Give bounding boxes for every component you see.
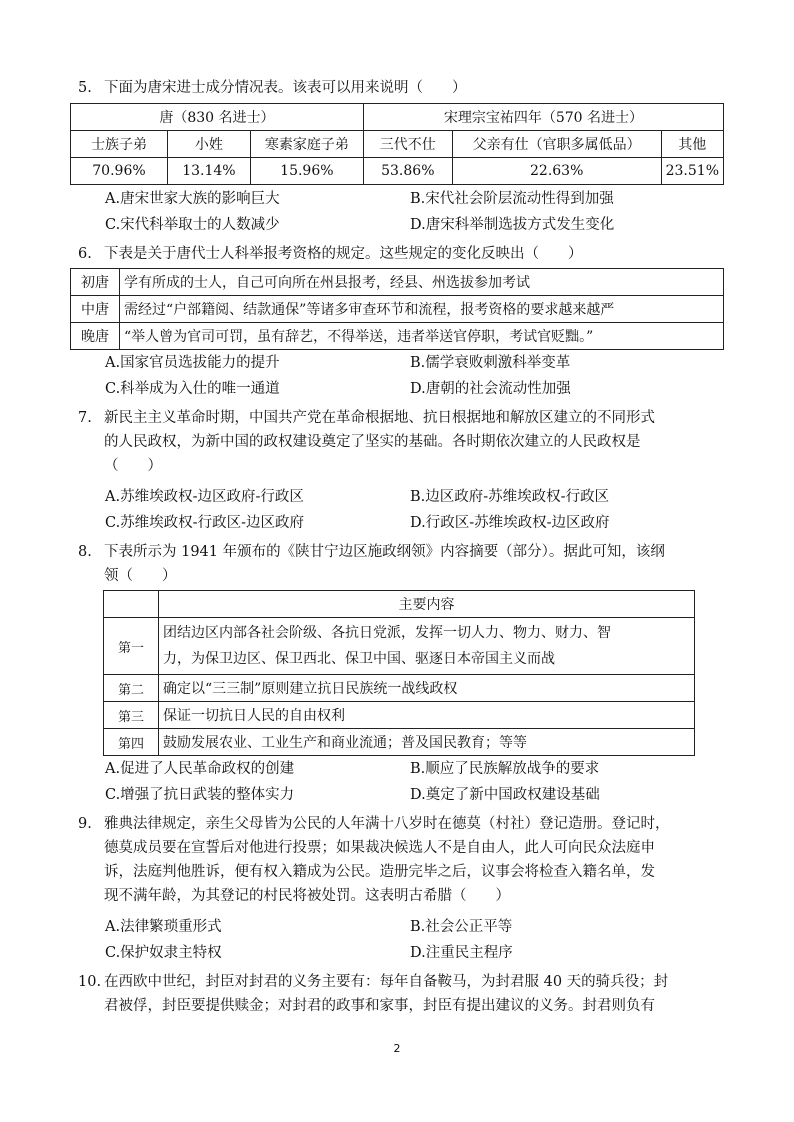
question-number: 5. xyxy=(78,80,92,96)
q5-table xyxy=(70,103,724,185)
table-group-header: 唐（830 名进士） xyxy=(71,104,364,131)
table-row-label: 第四 xyxy=(104,729,159,756)
q8-table xyxy=(103,590,695,756)
question-6 xyxy=(78,242,718,266)
question-stem: 雅典法律规定，亲生父母皆为公民的人年满十八岁时在德莫（村社）登记造册。登记时， xyxy=(104,816,670,832)
q5-options xyxy=(105,186,725,238)
option-a[interactable]: A.唐宋世家大族的影响巨大 xyxy=(105,191,280,207)
option-d[interactable]: D.唐宋科举制选拔方式发生变化 xyxy=(410,217,615,233)
question-stem: 君被俘，封臣要提供赎金；对封君的政事和家事，封臣有提出建议的义务。封君则负有 xyxy=(104,998,655,1014)
table-row-label: 初唐 xyxy=(71,269,120,296)
option-c[interactable]: C.增强了抗日武装的整体实力 xyxy=(105,787,295,803)
page-number: 2 xyxy=(393,1042,401,1055)
table-row-label: 晚唐 xyxy=(71,323,120,350)
option-a[interactable]: A.法律繁琐重形式 xyxy=(105,919,222,935)
table-row-label: 第一 xyxy=(104,618,159,675)
q9-options xyxy=(105,914,725,966)
option-b[interactable]: B.社会公正平等 xyxy=(410,919,513,935)
table-cell: 确定以“三三制”原则建立抗日民族统一战线政权 xyxy=(159,675,695,702)
option-b[interactable]: B.宋代社会阶层流动性得到加强 xyxy=(410,191,614,207)
question-number: 7. xyxy=(78,410,92,426)
table-cell: 保证一切抗日人民的自由权利 xyxy=(159,702,695,729)
table-cell: 15.96% xyxy=(250,158,363,185)
option-d[interactable]: D.唐朝的社会流动性加强 xyxy=(410,381,571,397)
question-stem: 领（ ） xyxy=(104,568,177,584)
option-a[interactable]: A.苏维埃政权-边区政府-行政区 xyxy=(105,489,304,505)
table-cell: 53.86% xyxy=(363,158,452,185)
table-cell-line: 力，为保卫边区、保卫西北、保卫中国、驱逐日本帝国主义而战 xyxy=(163,651,555,667)
option-b[interactable]: B.顺应了民族解放战争的要求 xyxy=(410,761,600,777)
question-stem: 下面为唐宋进士成分情况表。该表可以用来说明（ ） xyxy=(104,80,467,96)
q6-options xyxy=(105,350,725,402)
question-stem: 新民主主义革命时期，中国共产党在革命根据地、抗日根据地和解放区建立的不同形式 xyxy=(104,410,655,426)
question-stem: 诉，法庭判他胜诉，便有权入籍成为公民。造册完毕之后，议事会将检查入籍名单，发 xyxy=(104,864,655,880)
table-cell: 23.51% xyxy=(661,158,723,185)
question-number: 6. xyxy=(78,246,92,262)
question-stem: 的人民政权，为新中国的政权建设奠定了坚实的基础。各时期依次建立的人民政权是 xyxy=(104,434,641,450)
table-header: 小姓 xyxy=(167,131,250,158)
option-c[interactable]: C.宋代科举取士的人数减少 xyxy=(105,217,280,233)
option-a[interactable]: A.国家官员选拔能力的提升 xyxy=(105,355,280,371)
option-d[interactable]: D.奠定了新中国政权建设基础 xyxy=(410,787,600,803)
question-number: 10. xyxy=(78,974,102,990)
option-c[interactable]: C.苏维埃政权-行政区-边区政府 xyxy=(105,515,304,531)
question-stem: 德莫成员要在宣誓后对他进行投票；如果裁决候选人不是自由人，此人可向民众法庭申 xyxy=(104,840,655,856)
table-cell: 22.63% xyxy=(452,158,661,185)
table-cell-line: 团结边区内部各社会阶级、各抗日党派，发挥一切人力、物力、财力、智 xyxy=(163,625,611,641)
table-cell: 70.96% xyxy=(71,158,168,185)
option-b[interactable]: B.边区政府-苏维埃政权-行政区 xyxy=(410,489,610,505)
table-row-label: 第三 xyxy=(104,702,159,729)
question-7 xyxy=(78,406,728,478)
table-header: 其他 xyxy=(661,131,723,158)
table-row-label: 第二 xyxy=(104,675,159,702)
table-group-header: 宋理宗宝祐四年（570 名进士） xyxy=(363,104,723,131)
table-header: 士族子弟 xyxy=(71,131,168,158)
table-header: 主要内容 xyxy=(159,591,695,618)
question-stem: 现不满年龄，为其登记的村民将被处罚。这表明古希腊（ ） xyxy=(104,888,510,904)
table-cell: 鼓励发展农业、工业生产和商业流通；普及国民教育；等等 xyxy=(159,729,695,756)
table-cell xyxy=(159,618,695,675)
table-cell: 13.14% xyxy=(167,158,250,185)
option-c[interactable]: C.保护奴隶主特权 xyxy=(105,945,222,961)
question-stem: （ ） xyxy=(104,458,162,474)
option-c[interactable]: C.科举成为入仕的唯一通道 xyxy=(105,381,280,397)
option-b[interactable]: B.儒学衰败刺激科举变革 xyxy=(410,355,571,371)
question-number: 9. xyxy=(78,816,92,832)
table-header: 三代不仕 xyxy=(363,131,452,158)
table-cell: 学有所成的士人，自己可向所在州县报考，经县、州选拔参加考试 xyxy=(120,269,724,296)
table-row-label: 中唐 xyxy=(71,296,120,323)
question-number: 8. xyxy=(78,544,92,560)
option-d[interactable]: D.注重民主程序 xyxy=(410,945,513,961)
option-a[interactable]: A.促进了人民革命政权的创建 xyxy=(105,761,295,777)
option-d[interactable]: D.行政区-苏维埃政权-边区政府 xyxy=(410,515,610,531)
question-8 xyxy=(78,540,728,588)
question-stem: 下表所示为 1941 年颁布的《陕甘宁边区施政纲领》内容摘要（部分）。据此可知，该纲 xyxy=(104,544,665,560)
question-stem: 下表是关于唐代士人科举报考资格的规定。这些规定的变化反映出（ ） xyxy=(104,246,583,262)
question-10 xyxy=(78,970,728,1018)
table-header: 父亲有仕（官职多属低品） xyxy=(452,131,661,158)
question-9 xyxy=(78,812,728,908)
q8-options xyxy=(105,756,725,808)
table-header: 寒素家庭子弟 xyxy=(250,131,363,158)
question-stem: 在西欧中世纪，封臣对封君的义务主要有：每年自备鞍马，为封君服 40 天的骑兵役；封 xyxy=(104,974,669,990)
table-cell: “举人曾为官司可罚，虽有辞艺，不得举送，违者举送官停职，考试官贬黜。” xyxy=(120,323,724,350)
q7-options xyxy=(105,484,725,536)
table-cell: 需经过“户部籍阅、结款通保”等诸多审查环节和流程，报考资格的要求越来越严 xyxy=(120,296,724,323)
q6-table xyxy=(70,268,724,350)
question-5 xyxy=(78,76,718,100)
